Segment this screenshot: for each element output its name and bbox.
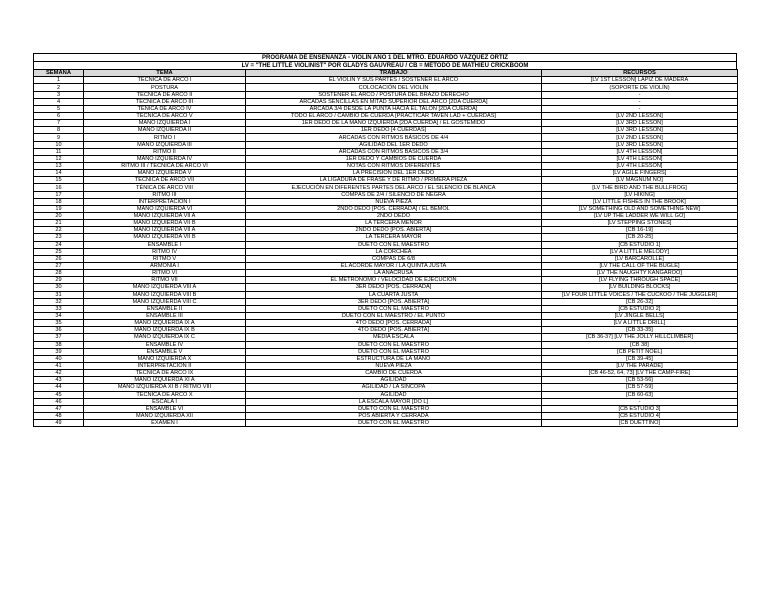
cell-semana: 26 xyxy=(34,255,84,262)
table-row xyxy=(34,141,738,148)
cell-recursos: [CB 60-63] xyxy=(542,391,738,398)
cell-semana: 2 xyxy=(34,84,84,91)
table-row xyxy=(34,255,738,262)
cell-recursos: [LV THE PARADE] xyxy=(542,362,738,369)
table-body xyxy=(34,77,738,427)
table-row xyxy=(34,384,738,391)
cell-tema: ENSAMBLE VI xyxy=(84,405,246,412)
table-row xyxy=(34,320,738,327)
header-trabajo: TRABAJO xyxy=(246,70,542,77)
cell-tema: TÉCNICA DE ARCO VII xyxy=(84,177,246,184)
table-row xyxy=(34,220,738,227)
cell-recursos: [CB 20-25] xyxy=(542,234,738,241)
cell-semana: 45 xyxy=(34,391,84,398)
cell-semana: 31 xyxy=(34,291,84,298)
table-row xyxy=(34,148,738,155)
program-legend: LV = "THE LITTLE VIOLINIST" POR GLADYS GAUVREAU / CB = MÉTODO DE MATHIEU CRICKBOOM xyxy=(33,61,737,69)
cell-recursos: [LV 3RD LESSON] xyxy=(542,120,738,127)
cell-recursos: [CB ESTUDIO 2] xyxy=(542,305,738,312)
cell-tema: TÉCNICA DE ARCO II xyxy=(84,91,246,98)
cell-trabajo: 3ER DEDO [POS. ABIERTA] xyxy=(246,298,542,305)
cell-tema: RITMO IV xyxy=(84,248,246,255)
table-row xyxy=(34,355,738,362)
cell-semana: 37 xyxy=(34,334,84,341)
table-row xyxy=(34,91,738,98)
cell-semana: 15 xyxy=(34,177,84,184)
table-row xyxy=(34,420,738,427)
cell-tema: ENSAMBLE II xyxy=(84,305,246,312)
cell-semana: 34 xyxy=(34,312,84,319)
cell-semana: 1 xyxy=(34,77,84,84)
cell-recursos: [LV BARCAROLLE] xyxy=(542,255,738,262)
header-semana: SEMANA xyxy=(34,70,84,77)
cell-tema: RITMO VI xyxy=(84,270,246,277)
cell-recursos: [LV LITTLE FISHES IN THE BROOK] xyxy=(542,198,738,205)
cell-semana: 9 xyxy=(34,134,84,141)
cell-trabajo: ARCADAS SENCILLAS EN MITAD SUPERIOR DEL ARCO [2DA CUERDA] xyxy=(246,98,542,105)
cell-semana: 35 xyxy=(34,320,84,327)
table-row xyxy=(34,191,738,198)
cell-semana: 32 xyxy=(34,298,84,305)
cell-trabajo: EL METRÓNOMO / VELOCIDAD DE EJECUCIÓN xyxy=(246,277,542,284)
cell-semana: 6 xyxy=(34,113,84,120)
cell-tema: ENSAMBLE IV xyxy=(84,341,246,348)
table-row xyxy=(34,120,738,127)
table-row xyxy=(34,327,738,334)
cell-recursos: [LV 4TH LESSON] xyxy=(542,163,738,170)
cell-tema: MANO IZQUIERDA IX C xyxy=(84,334,246,341)
cell-tema: MANO IZQUIERDA V xyxy=(84,170,246,177)
table-row xyxy=(34,377,738,384)
cell-trabajo: ARCADA 3/4 DESDE LA PUNTA HACIA EL TALÓN [2DA CUERDA] xyxy=(246,105,542,112)
cell-tema: MANO IZQUIERDA VII A xyxy=(84,227,246,234)
cell-recursos: [CB ESTUDIO 1] xyxy=(542,241,738,248)
table-row xyxy=(34,163,738,170)
cell-recursos: [LV 3RD LESSON] xyxy=(542,141,738,148)
cell-tema: ESCALA I xyxy=(84,398,246,405)
cell-recursos: - xyxy=(542,105,738,112)
cell-trabajo: LA ESCALA MAYOR [DO L] xyxy=(246,398,542,405)
cell-tema: MANO IZQUIERDA II xyxy=(84,127,246,134)
cell-semana: 29 xyxy=(34,277,84,284)
cell-semana: 18 xyxy=(34,198,84,205)
cell-semana: 5 xyxy=(34,105,84,112)
program-sheet xyxy=(33,53,737,427)
cell-semana: 24 xyxy=(34,241,84,248)
cell-trabajo: 3ER DEDO [POS. CERRADA] xyxy=(246,284,542,291)
cell-recursos: [CB 39-45] xyxy=(542,355,738,362)
cell-recursos: [LV A LITTLE DRILL] xyxy=(542,320,738,327)
program-table xyxy=(33,69,738,427)
cell-tema: TÉCNICA DE ARCO V xyxy=(84,113,246,120)
cell-semana: 16 xyxy=(34,184,84,191)
cell-trabajo: 2NDO DEDO [POS. CERRADA] / EL BEMOL xyxy=(246,205,542,212)
cell-recursos: [LV FOUR LITTLE VOICES / THE CUCKOO / THE JUGGLER] xyxy=(542,291,738,298)
cell-recursos: [CB 38] xyxy=(542,341,738,348)
cell-recursos: - xyxy=(542,91,738,98)
cell-semana: 12 xyxy=(34,155,84,162)
cell-recursos: [LV BUILDING BLOCKS] xyxy=(542,284,738,291)
cell-tema: MANO IZQUIERDA VI xyxy=(84,205,246,212)
cell-trabajo: COMPÁS DE 2/4 / SILENCIO DE NEGRA xyxy=(246,191,542,198)
table-row xyxy=(34,77,738,84)
cell-recursos: [LV THE NAUGHTY KANGAROO] xyxy=(542,270,738,277)
cell-semana: 23 xyxy=(34,234,84,241)
cell-trabajo: LA LIGADURA DE FRASE Y DE RITMO / PRIMERA PIEZA xyxy=(246,177,542,184)
cell-recursos: [LV 2ND LESSON] xyxy=(542,113,738,120)
cell-recursos: [LV 1ST LESSON] LÁPIZ DE MADERA xyxy=(542,77,738,84)
cell-tema: MANO IZQUIERDA III xyxy=(84,141,246,148)
cell-trabajo: SOSTENER EL ARCO / POSTURA DEL BRAZO DERECHO xyxy=(246,91,542,98)
cell-recursos: [LV 4TH LESSON] xyxy=(542,155,738,162)
cell-recursos: [CB DUETTINO] xyxy=(542,420,738,427)
cell-recursos: [LV SOMETHING OLD AND SOMETHING NEW] xyxy=(542,205,738,212)
cell-semana: 49 xyxy=(34,420,84,427)
cell-semana: 41 xyxy=(34,362,84,369)
cell-trabajo: LA TERCERA MAYOR xyxy=(246,234,542,241)
cell-tema: ENSAMBLE I xyxy=(84,241,246,248)
table-row xyxy=(34,298,738,305)
cell-recursos: [LV MAGNUM NO] xyxy=(542,177,738,184)
cell-semana: 21 xyxy=(34,220,84,227)
cell-recursos: [CB 16-19] xyxy=(542,227,738,234)
cell-tema: MANO IZQUIERDA XI B / RITMO VIII xyxy=(84,384,246,391)
cell-tema: MANO IZQUIERDA I xyxy=(84,120,246,127)
cell-trabajo: 4TO DEDO [POS. ABIERTA] xyxy=(246,327,542,334)
cell-semana: 20 xyxy=(34,213,84,220)
cell-tema: MANO IZQUIERDA VII B xyxy=(84,220,246,227)
cell-recursos: [LV 3RD LESSON] xyxy=(542,127,738,134)
cell-tema: TÉNICA DE ARCO VIII xyxy=(84,184,246,191)
cell-semana: 22 xyxy=(34,227,84,234)
table-row xyxy=(34,248,738,255)
cell-trabajo: LA ANACRUSA xyxy=(246,270,542,277)
table-row xyxy=(34,341,738,348)
cell-recursos: [LV STEPPING STONES] xyxy=(542,220,738,227)
table-row xyxy=(34,391,738,398)
cell-recursos: [LV THE CALL OF THE BUGLE] xyxy=(542,262,738,269)
table-row xyxy=(34,184,738,191)
cell-trabajo: ARCADAS CON RITMOS BÁSICOS DE 3/4 xyxy=(246,148,542,155)
cell-trabajo: 1ER DEDO [4 CUERDAS] xyxy=(246,127,542,134)
cell-trabajo: AGILIDAD xyxy=(246,391,542,398)
cell-trabajo: NUEVA PIEZA xyxy=(246,362,542,369)
cell-semana: 4 xyxy=(34,98,84,105)
table-row xyxy=(34,170,738,177)
cell-tema: MANO IZQUIERDA IX B xyxy=(84,327,246,334)
cell-tema: RITMO I xyxy=(84,134,246,141)
cell-tema: TÉNICA DE ARCO IV xyxy=(84,105,246,112)
cell-recursos: [CB ESTUDIO 3] xyxy=(542,405,738,412)
cell-trabajo: DUETO CON EL MAESTRO xyxy=(246,348,542,355)
cell-semana: 7 xyxy=(34,120,84,127)
cell-recursos: (SOPORTE DE VIOLÍN) xyxy=(542,84,738,91)
table-row xyxy=(34,291,738,298)
cell-semana: 3 xyxy=(34,91,84,98)
cell-trabajo: LA CORCHEA xyxy=(246,248,542,255)
cell-recursos: [LV AGILE FINGERS] xyxy=(542,170,738,177)
cell-tema: RITMO III / TÉCNICA DE ARCO VI xyxy=(84,163,246,170)
cell-recursos: [LV 4TH LESSON] xyxy=(542,148,738,155)
cell-semana: 46 xyxy=(34,398,84,405)
header-row xyxy=(34,70,738,77)
table-row xyxy=(34,213,738,220)
cell-tema: MANO IZQUIERDA XII xyxy=(84,412,246,419)
cell-trabajo: AGILIDAD DEL 1ER DEDO xyxy=(246,141,542,148)
cell-semana: 30 xyxy=(34,284,84,291)
cell-semana: 33 xyxy=(34,305,84,312)
cell-tema: ENSAMBLE III xyxy=(84,312,246,319)
cell-trabajo: LA PRECISIÓN DEL 1ER DEDO xyxy=(246,170,542,177)
cell-semana: 28 xyxy=(34,270,84,277)
cell-trabajo: NOTAS CON RITMOS DIFERENTES xyxy=(246,163,542,170)
cell-tema: MANO IZQUIERDA IV xyxy=(84,155,246,162)
cell-tema: TÉCNICA DE ARCO IX xyxy=(84,370,246,377)
cell-recursos: [CB 36-37] [LV THE JOLLY HILLCLIMBER] xyxy=(542,334,738,341)
cell-tema: INTERPRETACIÓN II xyxy=(84,362,246,369)
table-row xyxy=(34,198,738,205)
cell-trabajo: DUETO CON EL MAESTRO xyxy=(246,405,542,412)
cell-semana: 39 xyxy=(34,348,84,355)
cell-trabajo: LA TERCERA MENOR xyxy=(246,220,542,227)
cell-recursos: [LV 2ND LESSON] xyxy=(542,134,738,141)
table-row xyxy=(34,362,738,369)
cell-tema: INTERPRETACIÓN I xyxy=(84,198,246,205)
cell-tema: MANO IZQUIERDA VII A xyxy=(84,213,246,220)
cell-recursos: [CB 57-59] xyxy=(542,384,738,391)
table-row xyxy=(34,98,738,105)
cell-tema: MANO IZQUIERDA VII B xyxy=(84,234,246,241)
cell-tema: EXAMEN I xyxy=(84,420,246,427)
cell-trabajo: ARCADAS CON RITMOS BÁSICOS DE 4/4 xyxy=(246,134,542,141)
cell-recursos: - xyxy=(542,98,738,105)
table-row xyxy=(34,205,738,212)
cell-tema: MANO IZQUIERDA VIII B xyxy=(84,291,246,298)
cell-recursos: [LV UP THE LADDER WE WILL GO] xyxy=(542,213,738,220)
cell-trabajo: AGILIDAD xyxy=(246,377,542,384)
cell-trabajo: ESTRUCTURA DE LA MANO xyxy=(246,355,542,362)
cell-recursos: [LV HIKING] xyxy=(542,191,738,198)
cell-recursos: [LV A LITTLE MELODY] xyxy=(542,248,738,255)
table-row xyxy=(34,398,738,405)
table-row xyxy=(34,134,738,141)
cell-tema: RITMO VII xyxy=(84,277,246,284)
cell-semana: 8 xyxy=(34,127,84,134)
cell-tema: ENSAMBLE V xyxy=(84,348,246,355)
cell-trabajo: DUETO CON EL MAESTRO xyxy=(246,341,542,348)
header-tema: TEMA xyxy=(84,70,246,77)
cell-semana: 19 xyxy=(34,205,84,212)
header-recursos: RECURSOS xyxy=(542,70,738,77)
cell-trabajo: POS ABIERTA Y CERRADA xyxy=(246,412,542,419)
cell-semana: 47 xyxy=(34,405,84,412)
cell-semana: 14 xyxy=(34,170,84,177)
cell-tema: RITMO V xyxy=(84,255,246,262)
table-row xyxy=(34,241,738,248)
cell-recursos: [CB 46-52, 64, 73] [LV THE CAMP-FIRE] xyxy=(542,370,738,377)
cell-tema: RITMO III xyxy=(84,191,246,198)
cell-semana: 40 xyxy=(34,355,84,362)
cell-semana: 10 xyxy=(34,141,84,148)
cell-semana: 44 xyxy=(34,384,84,391)
cell-semana: 17 xyxy=(34,191,84,198)
table-row xyxy=(34,262,738,269)
table-row xyxy=(34,277,738,284)
program-title: PROGRAMA DE ENSEÑANZA - VIOLÍN AÑO 1 DEL MTRO. EDUARDO VÁZQUEZ ORTIZ xyxy=(33,53,737,61)
cell-trabajo: EL VIOLÍN Y SUS PARTES / SOSTENER EL ARCO xyxy=(246,77,542,84)
cell-trabajo: DUETO CON EL MAESTRO xyxy=(246,305,542,312)
table-row xyxy=(34,312,738,319)
cell-trabajo: 2NDO DEDO xyxy=(246,213,542,220)
cell-tema: MANO IZQUIERDA X xyxy=(84,355,246,362)
cell-tema: TÉCNICA DE ARCO I xyxy=(84,77,246,84)
table-row xyxy=(34,348,738,355)
table-row xyxy=(34,334,738,341)
cell-trabajo: EL ACORDE MAYOR / LA QUINTA JUSTA xyxy=(246,262,542,269)
table-row xyxy=(34,234,738,241)
cell-recursos: [CB PETIT NOËL] xyxy=(542,348,738,355)
table-row xyxy=(34,113,738,120)
cell-semana: 13 xyxy=(34,163,84,170)
cell-trabajo: 4TO DEDO [POS. CERRADA] xyxy=(246,320,542,327)
cell-trabajo: DUETO CON EL MAESTRO / EL PUNTO xyxy=(246,312,542,319)
table-row xyxy=(34,84,738,91)
cell-tema: POSTURA xyxy=(84,84,246,91)
cell-trabajo: AGILIDAD / LA SÍNCOPA xyxy=(246,384,542,391)
cell-trabajo: MEDIA ESCALA xyxy=(246,334,542,341)
table-row xyxy=(34,305,738,312)
table-row xyxy=(34,177,738,184)
cell-trabajo: 1ER DEDO DE LA MANO IZQUIERDA [2DA CUERDA] / EL GOSTEMIDO xyxy=(246,120,542,127)
table-row xyxy=(34,127,738,134)
cell-semana: 27 xyxy=(34,262,84,269)
cell-recursos: - xyxy=(542,398,738,405)
table-row xyxy=(34,412,738,419)
cell-trabajo: 2NDO DEDO [POS. ABIERTA] xyxy=(246,227,542,234)
table-row xyxy=(34,105,738,112)
table-row xyxy=(34,270,738,277)
cell-semana: 48 xyxy=(34,412,84,419)
table-row xyxy=(34,227,738,234)
cell-tema: MANO IZQUIERDA VIII A xyxy=(84,284,246,291)
table-row xyxy=(34,284,738,291)
cell-tema: MANO IZQUIERDA IX A xyxy=(84,320,246,327)
cell-trabajo: NUEVA PIEZA xyxy=(246,198,542,205)
cell-recursos: [LV JINGLE BELLS] xyxy=(542,312,738,319)
cell-tema: RITMO II xyxy=(84,148,246,155)
cell-semana: 25 xyxy=(34,248,84,255)
cell-tema: MANO IZQUIERDA VIII C xyxy=(84,298,246,305)
table-row xyxy=(34,155,738,162)
cell-trabajo: CAMBIO DE CUERDA xyxy=(246,370,542,377)
cell-semana: 36 xyxy=(34,327,84,334)
cell-semana: 43 xyxy=(34,377,84,384)
cell-trabajo: LA CUARTA JUSTA xyxy=(246,291,542,298)
cell-recursos: [LV THE BIRD AND THE BULLFROG] xyxy=(542,184,738,191)
cell-semana: 11 xyxy=(34,148,84,155)
cell-trabajo: TODO EL ARCO / CAMBIO DE CUERDA [PRACTICAR TAVEN LAD + CUERDAS] xyxy=(246,113,542,120)
cell-semana: 42 xyxy=(34,370,84,377)
cell-tema: TÉCNICA DE ARCO III xyxy=(84,98,246,105)
cell-tema: ARMONÍA I xyxy=(84,262,246,269)
cell-recursos: [CB 33-35] xyxy=(542,327,738,334)
table-row xyxy=(34,370,738,377)
table-row xyxy=(34,405,738,412)
cell-trabajo: DUETO CON EL MAESTRO xyxy=(246,241,542,248)
cell-tema: MANO IZQUIERDA XI A xyxy=(84,377,246,384)
cell-recursos: [CB 53-56] xyxy=(542,377,738,384)
cell-trabajo: COMPÁS DE 6/8 xyxy=(246,255,542,262)
cell-trabajo: DUETO CON EL MAESTRO xyxy=(246,420,542,427)
cell-trabajo: 1ER DEDO Y CAMBIOS DE CUERDA xyxy=(246,155,542,162)
cell-semana: 38 xyxy=(34,341,84,348)
cell-trabajo: EJECUCIÓN EN DIFERENTES PARTES DEL ARCO / EL SILENCIO DE BLANCA xyxy=(246,184,542,191)
cell-recursos: [LV FLYING THROUGH SPACE] xyxy=(542,277,738,284)
cell-trabajo: COLOCACIÓN DEL VIOLÍN xyxy=(246,84,542,91)
cell-tema: TÉCNICA DE ARCO X xyxy=(84,391,246,398)
cell-recursos: [CB ESTUDIO 4] xyxy=(542,412,738,419)
cell-recursos: [CB 26-32] xyxy=(542,298,738,305)
